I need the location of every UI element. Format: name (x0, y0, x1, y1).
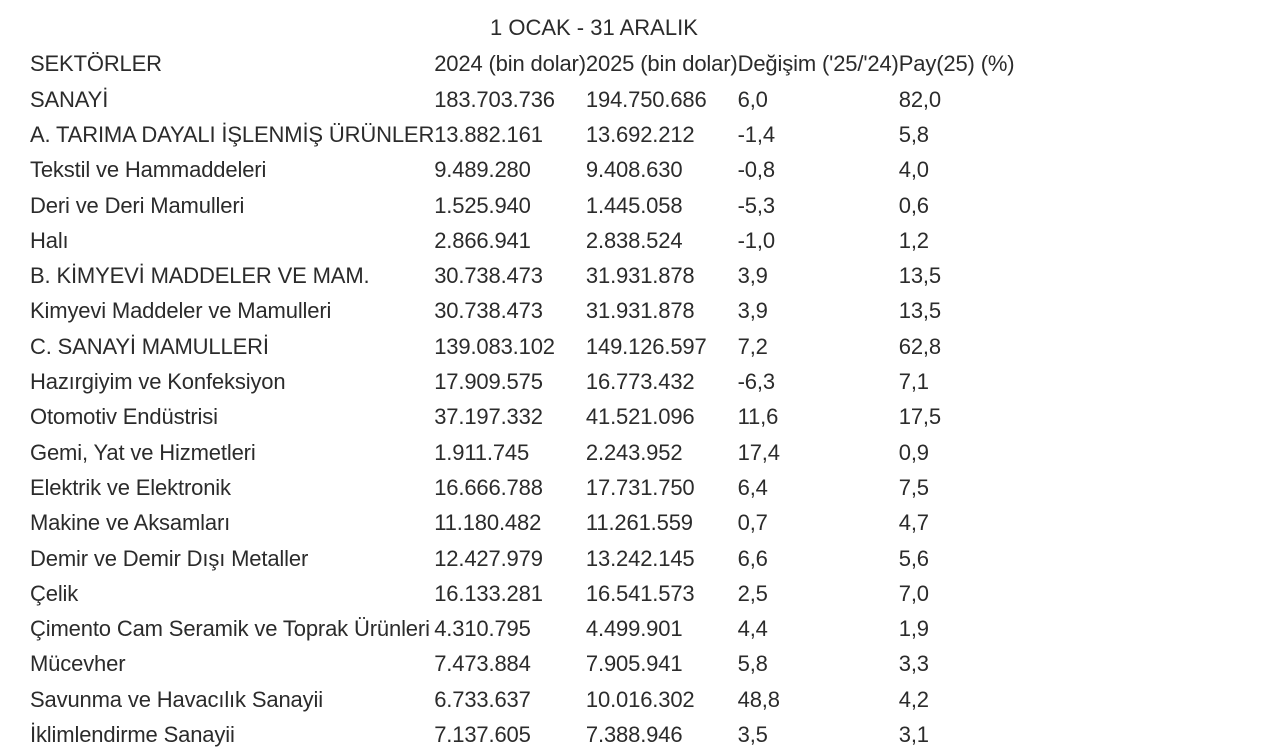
share-cell: 5,8 (898, 121, 929, 147)
change-cell: 0,7 (737, 510, 768, 536)
value-2025-cell: 41.521.096 (585, 404, 695, 430)
header-change: Değişim ('25/'24) (737, 51, 899, 76)
table-row (30, 541, 1014, 576)
value-2025-cell: 2.243.952 (585, 439, 683, 465)
sector-name-cell: SANAYİ (30, 86, 109, 112)
value-2025-cell: 16.541.573 (585, 580, 695, 606)
change-cell: 6,6 (737, 545, 768, 571)
sector-name-cell: Tekstil ve Hammaddeleri (30, 157, 267, 183)
value-2025-cell: 4.499.901 (585, 616, 683, 642)
value-2024-cell: 183.703.736 (434, 86, 555, 112)
change-cell: 17,4 (737, 439, 780, 465)
value-2024-cell: 30.738.473 (434, 263, 543, 289)
sector-name-cell: Halı (30, 227, 69, 253)
header-2025: 2025 (bin dolar) (585, 51, 738, 76)
sector-name-cell: Hazırgiyim ve Konfeksiyon (30, 369, 286, 395)
share-cell: 17,5 (898, 404, 941, 430)
change-cell: -5,3 (737, 192, 775, 218)
share-cell: 13,5 (898, 298, 941, 324)
sector-name-cell: Savunma ve Havacılık Sanayii (30, 686, 323, 712)
value-2025-cell: 13.692.212 (585, 121, 695, 147)
table-row (30, 717, 1014, 752)
value-2024-cell: 30.738.473 (434, 298, 543, 324)
share-cell: 7,0 (898, 580, 929, 606)
value-2025-cell: 7.388.946 (585, 721, 683, 747)
change-cell: -1,0 (737, 227, 775, 253)
change-cell: 4,4 (737, 616, 768, 642)
table-row (30, 435, 1014, 470)
value-2025-cell: 31.931.878 (585, 263, 695, 289)
value-2025-cell: 149.126.597 (585, 333, 707, 359)
value-2024-cell: 16.133.281 (434, 580, 543, 606)
value-2025-cell: 194.750.686 (585, 86, 707, 112)
share-cell: 7,1 (898, 369, 929, 395)
sector-name-cell: Çimento Cam Seramik ve Toprak Ürünleri (30, 616, 430, 642)
change-cell: 3,9 (737, 298, 768, 324)
value-2024-cell: 13.882.161 (434, 121, 543, 147)
value-2025-cell: 11.261.559 (585, 510, 693, 536)
table-row (30, 258, 1014, 293)
value-2024-cell: 6.733.637 (434, 686, 531, 712)
change-cell: 11,6 (737, 404, 779, 430)
value-2024-cell: 139.083.102 (434, 333, 555, 359)
table-row (30, 400, 1014, 435)
change-cell: 5,8 (737, 651, 768, 677)
sector-name-cell: A. TARIMA DAYALI İŞLENMİŞ ÜRÜNLER (30, 121, 435, 147)
change-cell: 3,9 (737, 263, 768, 289)
change-cell: 48,8 (737, 686, 780, 712)
header-2024: 2024 (bin dolar) (434, 51, 586, 76)
value-2025-cell: 9.408.630 (585, 157, 683, 183)
change-cell: 2,5 (737, 580, 768, 606)
share-cell: 62,8 (898, 333, 941, 359)
table-row (30, 153, 1014, 188)
sector-name-cell: Çelik (30, 580, 79, 606)
share-cell: 7,5 (898, 474, 929, 500)
table-row (30, 82, 1014, 117)
table-row (30, 611, 1014, 646)
share-cell: 3,3 (898, 651, 929, 677)
sector-name-cell: Demir ve Demir Dışı Metaller (30, 545, 309, 571)
table-body (30, 82, 1014, 753)
share-cell: 82,0 (898, 86, 941, 112)
sector-name-cell: Deri ve Deri Mamulleri (30, 192, 245, 218)
table-row (30, 117, 1014, 152)
share-cell: 5,6 (898, 545, 929, 571)
value-2024-cell: 7.473.884 (434, 651, 531, 677)
table-row (30, 294, 1014, 329)
value-2025-cell: 10.016.302 (585, 686, 695, 712)
table-row (30, 329, 1014, 364)
table-row (30, 188, 1014, 223)
change-cell: 7,2 (737, 333, 768, 359)
value-2025-cell: 7.905.941 (585, 651, 683, 677)
share-cell: 1,2 (898, 227, 929, 253)
value-2024-cell: 1.911.745 (434, 439, 530, 465)
sector-name-cell: Gemi, Yat ve Hizmetleri (30, 439, 256, 465)
value-2024-cell: 7.137.605 (434, 721, 531, 747)
table-row (30, 223, 1014, 258)
value-2024-cell: 9.489.280 (434, 157, 531, 183)
value-2024-cell: 37.197.332 (434, 404, 543, 430)
value-2025-cell: 31.931.878 (585, 298, 695, 324)
share-cell: 0,6 (898, 192, 929, 218)
change-cell: -1,4 (737, 121, 775, 147)
sector-name-cell: C. SANAYİ MAMULLERİ (30, 333, 269, 359)
sector-name-cell: Makine ve Aksamları (30, 510, 231, 536)
value-2025-cell: 17.731.750 (585, 474, 695, 500)
value-2024-cell: 16.666.788 (434, 474, 543, 500)
value-2024-cell: 12.427.979 (434, 545, 543, 571)
change-cell: 6,0 (737, 86, 768, 112)
value-2025-cell: 16.773.432 (585, 369, 695, 395)
sector-name-cell: Mücevher (30, 651, 126, 677)
period-label: 1 OCAK - 31 ARALIK (490, 15, 698, 40)
share-cell: 1,9 (898, 616, 929, 642)
value-2024-cell: 17.909.575 (434, 369, 543, 395)
sector-name-cell: B. KİMYEVİ MADDELER VE MAM. (30, 263, 370, 289)
share-cell: 4,2 (898, 686, 929, 712)
share-cell: 0,9 (898, 439, 929, 465)
header-row (30, 46, 1014, 82)
value-2024-cell: 4.310.795 (434, 616, 531, 642)
table-row (30, 647, 1014, 682)
value-2025-cell: 1.445.058 (585, 192, 683, 218)
sector-name-cell: İklimlendirme Sanayii (30, 721, 235, 747)
change-cell: -6,3 (737, 369, 775, 395)
sector-name-cell: Kimyevi Maddeler ve Mamulleri (30, 298, 332, 324)
value-2025-cell: 13.242.145 (585, 545, 695, 571)
table-row (30, 364, 1014, 399)
sector-name-cell: Elektrik ve Elektronik (30, 474, 231, 500)
share-cell: 4,7 (898, 510, 929, 536)
header-sector: SEKTÖRLER (30, 51, 162, 76)
value-2025-cell: 2.838.524 (585, 227, 683, 253)
value-2024-cell: 11.180.482 (434, 510, 542, 536)
value-2024-cell: 2.866.941 (434, 227, 531, 253)
share-cell: 3,1 (898, 721, 929, 747)
change-cell: 6,4 (737, 474, 768, 500)
table-row (30, 576, 1014, 611)
change-cell: -0,8 (737, 157, 775, 183)
sector-export-table (30, 46, 1014, 753)
share-cell: 4,0 (898, 157, 929, 183)
table-row (30, 506, 1014, 541)
share-cell: 13,5 (898, 263, 941, 289)
table-row (30, 682, 1014, 717)
header-share: Pay(25) (%) (898, 51, 1015, 76)
sector-name-cell: Otomotiv Endüstrisi (30, 404, 218, 430)
value-2024-cell: 1.525.940 (434, 192, 531, 218)
table-row (30, 470, 1014, 505)
change-cell: 3,5 (737, 721, 768, 747)
